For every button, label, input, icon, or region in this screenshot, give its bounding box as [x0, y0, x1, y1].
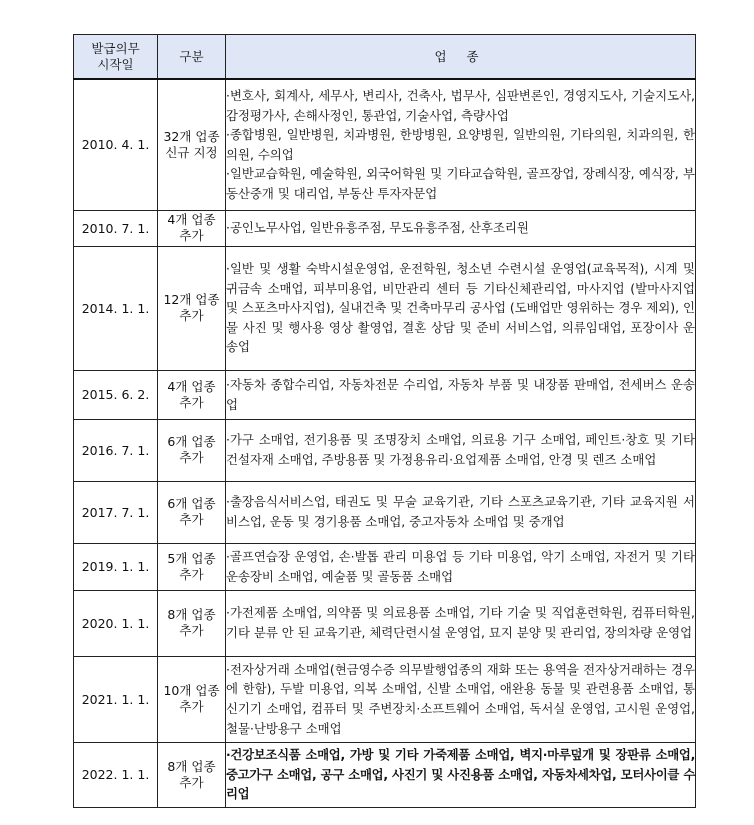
row-date: 2020. 1. 1.	[74, 590, 158, 656]
row-date: 2019. 1. 1.	[74, 543, 158, 590]
industry-item: ·공인노무사업, 일반유흥주점, 무도유흥주점, 산후조리원	[226, 220, 529, 236]
header-category: 구분	[158, 35, 226, 80]
table-row	[74, 370, 696, 419]
row-category-type: 추가	[179, 394, 204, 410]
table-row	[74, 79, 696, 210]
row-industries	[226, 419, 696, 481]
row-category	[158, 481, 226, 543]
table-row	[74, 742, 696, 807]
row-date: 2010. 4. 1.	[74, 79, 158, 210]
industry-item: ·변호사, 회계사, 세무사, 변리사, 건축사, 법무사, 심판변론인, 경영지도사, 기술지도사, 감정평가사, 손해사정인, 통관업, 기술사업, 측량사업	[226, 87, 695, 123]
row-category-count: 4개 업종	[167, 212, 216, 227]
industry-item: ·가전제품 소매업, 의약품 및 의료용품 소매업, 기타 기술 및 직업훈련학원, 컴퓨터학원, 기타 분류 안 된 교육기관, 체력단련시설 운영업, 묘지 분양 및 관리업, 장의차량 운영업	[226, 605, 695, 640]
row-category	[158, 246, 226, 370]
header-start-date-line2: 시작일	[97, 56, 134, 72]
table-row	[74, 419, 696, 481]
row-category-count: 10개 업종	[163, 683, 220, 698]
table-row	[74, 590, 696, 656]
row-category-count: 8개 업종	[167, 607, 216, 622]
industry-item: ·가구 소매업, 전기용품 및 조명장치 소매업, 의료용 기구 소매업, 페인트·창호 및 기타 건설자재 소매업, 주방용품 및 가정용유리·요업제품 소매업, 안경 및 렌즈 소매업	[226, 432, 695, 467]
table-header-row	[74, 35, 696, 80]
row-date: 2015. 6. 2.	[74, 370, 158, 419]
row-category-count: 6개 업종	[167, 434, 216, 449]
row-industries	[226, 370, 696, 419]
row-date: 2010. 7. 1.	[74, 210, 158, 246]
row-category	[158, 543, 226, 590]
industry-item: ·골프연습장 운영업, 손·발톱 관리 미용업 등 기타 미용업, 악기 소매업, 자전거 및 기타 운송장비 소매업, 예술품 및 골동품 소매업	[226, 548, 695, 584]
row-category-count: 12개 업종	[163, 292, 220, 307]
header-start-date	[74, 35, 158, 80]
row-category	[158, 656, 226, 742]
row-industries	[226, 656, 696, 742]
row-date: 2021. 1. 1.	[74, 656, 158, 742]
row-industries	[226, 742, 696, 807]
row-date: 2022. 1. 1.	[74, 742, 158, 807]
row-industries	[226, 543, 696, 590]
row-category-type: 추가	[179, 699, 204, 714]
row-date: 2014. 1. 1.	[74, 246, 158, 370]
industry-table	[73, 34, 696, 808]
row-category	[158, 370, 226, 419]
industry-item: ·출장음식서비스업, 태권도 및 무술 교육기관, 기타 스포츠교육기관, 기타 교육지원 서비스업, 운동 및 경기용품 소매업, 중고자동차 소매업 및 중개업	[226, 494, 695, 529]
table-row	[74, 210, 696, 246]
row-category-count: 8개 업종	[167, 758, 216, 774]
row-industries	[226, 481, 696, 543]
industry-item: ·일반 및 생활 숙박시설운영업, 운전학원, 청소년 수련시설 운영업(교육목적), 시계 및 귀금속 소매업, 피부미용업, 비만관리 센터 등 기타신체관리업, 마사지업 (발마사지업 및 스포츠마사지업), 실내건축 및 건축마무리 공사업 (도배업만 영위하는 경우 제외), 인물 사진 및 행사용 영상 촬영업, 결혼 상담 및 준비 서비스업, 의류임대업, 포장이사 운송업	[226, 261, 695, 355]
row-category-type: 추가	[179, 566, 204, 582]
row-category	[158, 419, 226, 481]
table-row	[74, 246, 696, 370]
row-industries	[226, 79, 696, 210]
row-category	[158, 210, 226, 246]
industry-item: ·전자상거래 소매업(현금영수증 의무발행업종의 재화 또는 용역을 전자상거래하는 경우에 한함), 두발 미용업, 의복 소매업, 신발 소매업, 애완용 동물 및 관련용품 소매업, 통신기기 소매업, 컴퓨터 및 주변장치·소프트웨어 소매업, 독서실 운영업, 고시원 운영업, 철물·난방용구 소매업	[226, 661, 695, 736]
row-industries	[226, 590, 696, 656]
table-row	[74, 543, 696, 590]
industry-item: ·일반교습학원, 예술학원, 외국어학원 및 기타교습학원, 골프장업, 장례식장, 예식장, 부동산중개 및 대리업, 부동산 투자자문업	[226, 166, 695, 201]
table-row	[74, 656, 696, 742]
row-category-type: 신규 지정	[165, 144, 218, 160]
row-industries	[226, 210, 696, 246]
row-category-type: 추가	[179, 450, 204, 465]
table-row	[74, 481, 696, 543]
industry-item: ·자동차 종합수리업, 자동차전문 수리업, 자동차 부품 및 내장품 판매업, 전세버스 운송업	[226, 376, 695, 412]
row-category-count: 32개 업종	[163, 128, 220, 144]
row-category	[158, 79, 226, 210]
header-industry: 업 종	[226, 35, 696, 80]
row-date: 2017. 7. 1.	[74, 481, 158, 543]
row-date: 2016. 7. 1.	[74, 419, 158, 481]
industry-item: ·건강보조식품 소매업, 가방 및 기타 가죽제품 소매업, 벽지·마루덮개 및 장판류 소매업, 중고가구 소매업, 공구 소매업, 사진기 및 사진용품 소매업, 자동차세차업, 모터사이클 수리업	[226, 747, 695, 802]
row-category-count: 4개 업종	[167, 378, 216, 394]
row-category-type: 추가	[179, 774, 204, 790]
industry-item: ·종합병원, 일반병원, 치과병원, 한방병원, 요양병원, 일반의원, 기타의원, 치과의원, 한의원, 수의업	[226, 127, 695, 162]
row-category-type: 추가	[179, 512, 204, 527]
row-category-type: 추가	[179, 228, 204, 243]
row-industries	[226, 246, 696, 370]
row-category	[158, 590, 226, 656]
row-category	[158, 742, 226, 807]
row-category-type: 추가	[179, 308, 204, 323]
header-start-date-line1: 발급의무	[91, 40, 140, 56]
row-category-type: 추가	[179, 623, 204, 638]
row-category-count: 5개 업종	[167, 550, 216, 566]
row-category-count: 6개 업종	[167, 496, 216, 511]
